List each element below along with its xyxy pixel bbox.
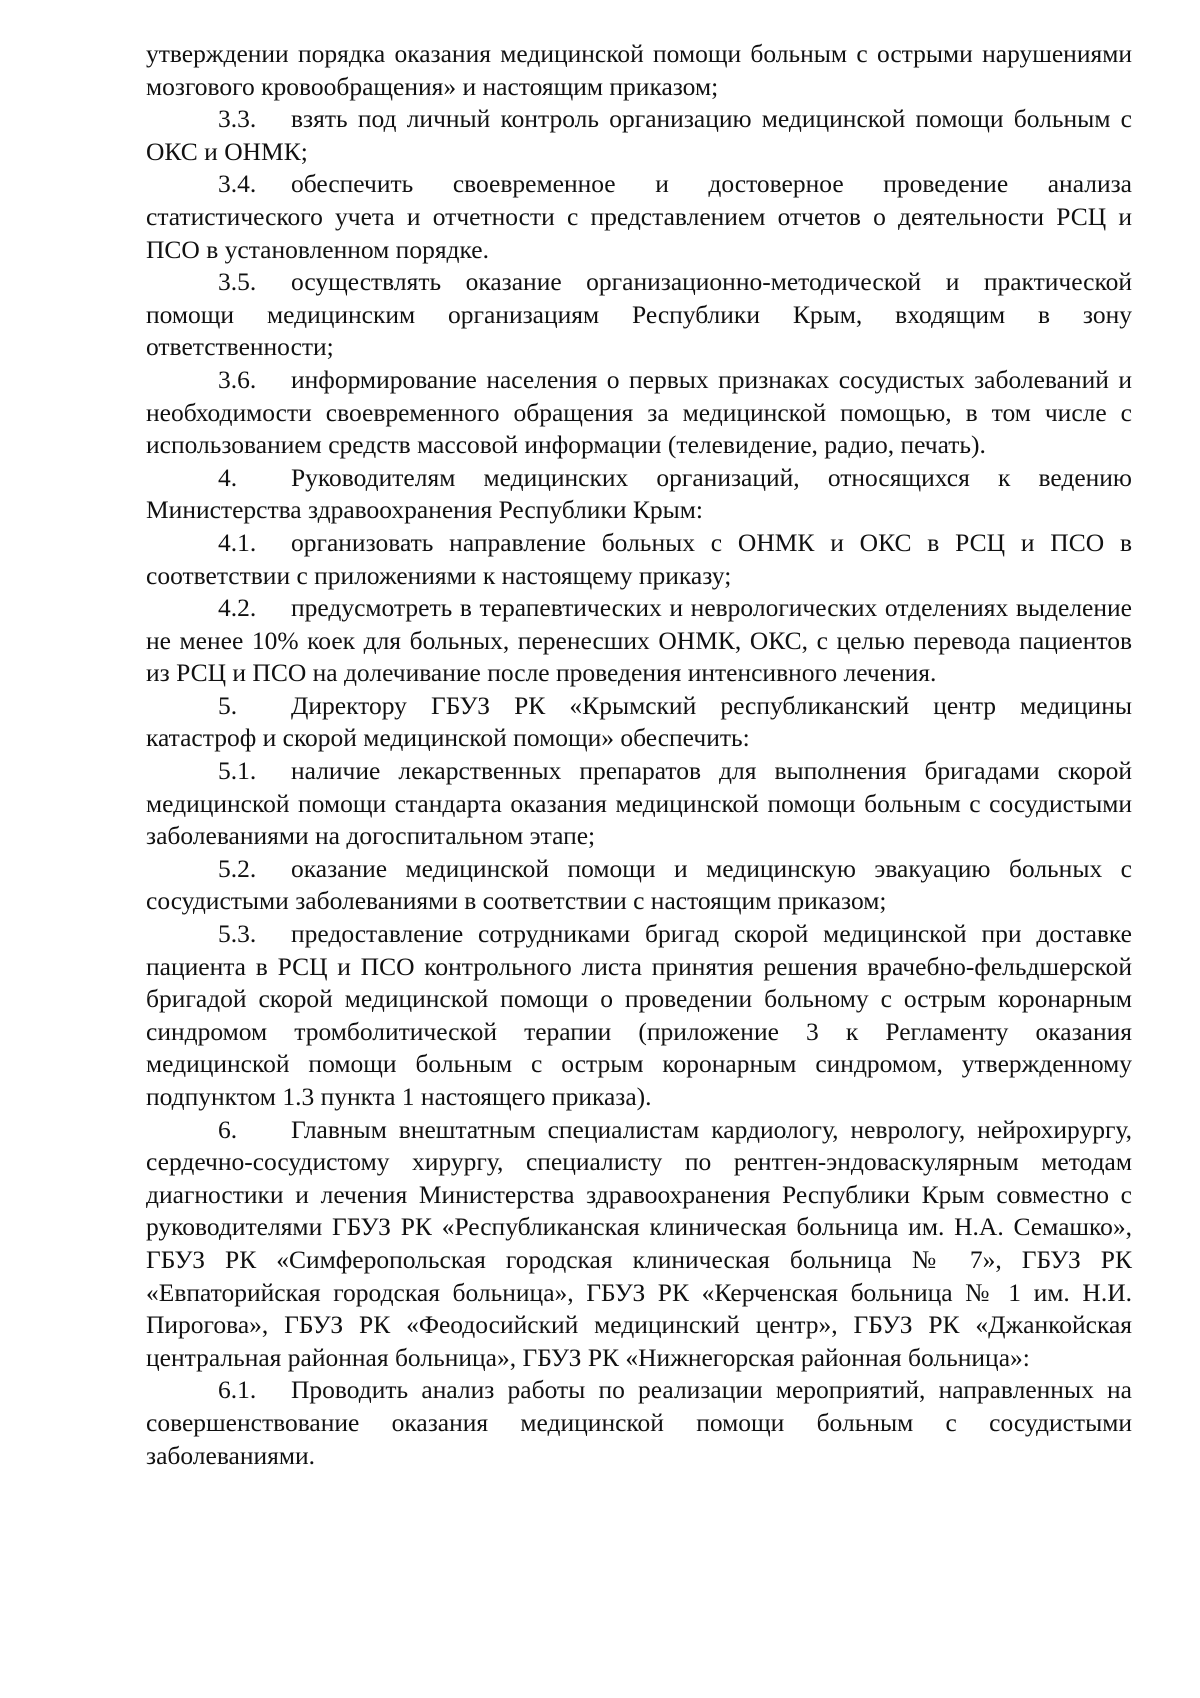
paragraph-3-5: [146, 266, 1132, 364]
paragraph-5: [146, 690, 1132, 755]
paragraph-number: 3.5.: [218, 267, 257, 297]
paragraph-5-2: [146, 853, 1132, 918]
paragraph-number: 4.1.: [218, 527, 257, 557]
paragraph-number: 6.1.: [218, 1375, 257, 1405]
paragraph-text: предоставление сотрудниками бригад скорой медицинской при доставке пациента в РСЦ и ПСО контрольного листа принятия решения врачебно-фельдшерской бригадой скорой медицинской помощи о проведении больному с острым коронарным синдромом тромболитической терапии (приложение 3 к Регламенту оказания медицинской помощи больным с острым коронарным синдромом, утвержденному подпунктом 1.3 пункта 1 настоящего приказа).: [146, 919, 1132, 1111]
paragraph-text: обеспечить своевременное и достоверное проведение анализа статистического учета и отчетности с представлением отчетов о деятельности РСЦ и ПСО в установленном порядке.: [146, 169, 1132, 264]
paragraph-3-6: [146, 364, 1132, 462]
paragraph-number: 3.3.: [218, 104, 257, 134]
paragraph-6-1: [146, 1374, 1132, 1472]
paragraph-text: организовать направление больных с ОНМК и ОКС в РСЦ и ПСО в соответствии с приложениями к настоящему приказу;: [146, 527, 1132, 590]
paragraph-5-1: [146, 755, 1132, 853]
paragraph-number: 4.: [218, 462, 238, 492]
paragraph-4-2: [146, 592, 1132, 690]
paragraph-number: 5.: [218, 690, 238, 720]
paragraph-text: Главным внештатным специалистам кардиологу, неврологу, нейрохирургу, сердечно-сосудистому хирургу, специалисту по рентген-эндоваскулярным методам диагностики и лечения Министерства здравоохранения Республики Крым совместно с руководителями ГБУЗ РК «Республиканская клиническая больница им. Н.А. Семашко», ГБУЗ РК «Симферопольская городская клиническая больница № 7», ГБУЗ РК «Евпаторийская городская больница», ГБУЗ РК «Керченская больница № 1 им. Н.И. Пирогова», ГБУЗ РК «Феодосийский медицинский центр», ГБУЗ РК «Джанкойская центральная районная больница», ГБУЗ РК «Нижнегорская районная больница»:: [146, 1114, 1132, 1372]
document-body: [146, 38, 1132, 1472]
paragraph-4-1: [146, 527, 1132, 592]
paragraph-text: наличие лекарственных препаратов для выполнения бригадами скорой медицинской помощи стандарта оказания медицинской помощи больным с сосудистыми заболеваниями на догоспитальном этапе;: [146, 756, 1132, 851]
paragraph-5-3: [146, 918, 1132, 1114]
paragraph-text: утверждении порядка оказания медицинской помощи больным с острыми нарушениями мозгового кровообращения» и настоящим приказом;: [146, 39, 1132, 101]
paragraph-4: [146, 462, 1132, 527]
paragraph-6: [146, 1114, 1132, 1375]
paragraph-text: осуществлять оказание организационно-методической и практической помощи медицинским организациям Республики Крым, входящим в зону ответственности;: [146, 267, 1132, 362]
paragraph-text: оказание медицинской помощи и медицинскую эвакуацию больных с сосудистыми заболеваниями в соответствии с настоящим приказом;: [146, 853, 1132, 916]
paragraph-3-4: [146, 168, 1132, 266]
paragraph-number: 5.1.: [218, 756, 257, 786]
paragraph-continuation: [146, 38, 1132, 103]
paragraph-text: Проводить анализ работы по реализации мероприятий, направленных на совершенствование оказания медицинской помощи больным с сосудистыми заболеваниями.: [146, 1375, 1132, 1470]
paragraph-number: 6.: [218, 1114, 238, 1144]
paragraph-number: 4.2.: [218, 593, 257, 623]
paragraph-number: 3.6.: [218, 364, 257, 394]
paragraph-text: Руководителям медицинских организаций, относящихся к ведению Министерства здравоохранения Республики Крым:: [146, 462, 1132, 525]
paragraph-number: 5.3.: [218, 919, 257, 949]
paragraph-number: 5.2.: [218, 853, 257, 883]
paragraph-text: взять под личный контроль организацию медицинской помощи больным с ОКС и ОНМК;: [146, 104, 1132, 166]
paragraph-number: 3.4.: [218, 169, 257, 199]
paragraph-text: информирование населения о первых признаках сосудистых заболеваний и необходимости своевременного обращения за медицинской помощью, в том числе с использованием средств массовой информации (телевидение, радио, печать).: [146, 364, 1132, 460]
paragraph-text: предусмотреть в терапевтических и неврологических отделениях выделение не менее 10% коек для больных, перенесших ОНМК, ОКС, с целью перевода пациентов из РСЦ и ПСО на долечивание после проведения интенсивного лечения.: [146, 593, 1132, 688]
paragraph-3-3: [146, 103, 1132, 168]
paragraph-text: Директору ГБУЗ РК «Крымский республиканский центр медицины катастроф и скорой медицинской помощи» обеспечить:: [146, 690, 1132, 753]
